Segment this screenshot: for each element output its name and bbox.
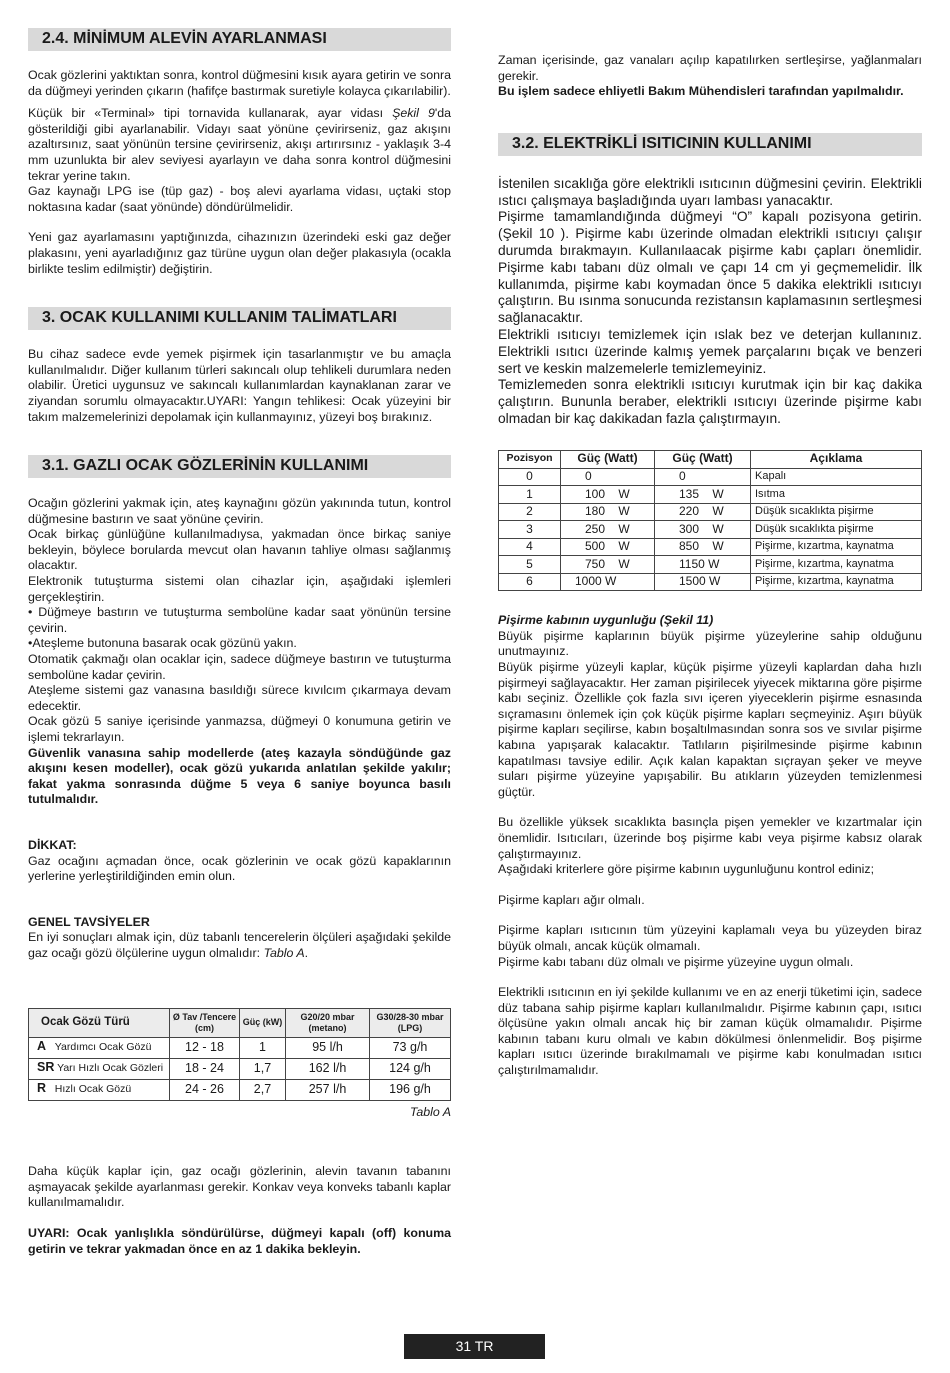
table-row [29, 1079, 451, 1100]
paragraph: En iyi sonuçları almak için, düz tabanlı tencerelerin ölçüleri aşağıdaki şekilde gaz ocağı gözü ölçülerine uygun olmalıdır: Tablo A. [28, 930, 451, 960]
table-header-row [29, 1008, 451, 1037]
table-cell: 24 - 26 [170, 1079, 240, 1100]
subsection-title: Pişirme kabının uygunluğu (Şekil 11) [498, 613, 714, 628]
burner-name: A Yardımcı Ocak Gözü [29, 1037, 170, 1058]
power-cell: 750 W [561, 556, 655, 574]
electric-text [498, 176, 922, 428]
table-row [499, 573, 922, 591]
description-cell: Isıtma [751, 486, 922, 504]
power-cell: 850 W [655, 538, 751, 556]
column-header: G20/20 mbar (metano) [286, 1008, 370, 1037]
table-row [499, 468, 922, 486]
paragraph: Pişirme kapları ısıtıcının tüm yüzeyini kaplamalı veya bu yüzeyden biraz büyük olmalı, ancak küçük olmamalı. [498, 923, 922, 953]
paragraph: Gaz ocağını açmadan önce, ocak gözlerinin ve ocak gözü kapaklarının yerlerine yerleştirildiğinden emin olun. [28, 853, 451, 884]
paragraph: Bu özellikle yüksek sıcaklıkta basınçla pişen yemekler ve kızartmalar için önemlidir. Isıtıcıları, üzerinde boş pişirme kabı veya pişirme kabsız olarak çalıştırmayınız. [498, 815, 922, 861]
table-caption: Tablo A [409, 1104, 451, 1119]
position-cell: 3 [499, 521, 561, 539]
section-heading-electric: 3.2. ELEKTRİKLİ ISITICININ KULLANIMI [498, 133, 922, 156]
table-row [499, 521, 922, 539]
power-cell: 180 W [561, 503, 655, 521]
position-cell: 5 [499, 556, 561, 574]
position-cell: 4 [499, 538, 561, 556]
paragraph: Ateşleme sistemi gaz vanasına basıldığı sürece kıvılcım çıkarmaya devam edecektir. [28, 683, 451, 713]
column-header: G30/28-30 mbar (LPG) [370, 1008, 451, 1037]
paragraph: • Düğmeye bastırın ve tutuşturma sembolüne kadar saat yönünün tersine çevirin. [28, 605, 451, 635]
section-heading-gas-burners: 3.1. GAZLI OCAK GÖZLERİNİN KULLANIMI [28, 455, 451, 478]
paragraph: Bu cihaz sadece evde yemek pişirmek için tasarlanmıştır ve bu amaçla kullanılmalıdır. Diğer kullanım türleri sakıncalı olup tehlikeli durumlara neden olabilir. Üretici uygunsuz ve sakıncalı kullanımlardan kaynaklanan zarar ve ziyandan sorumlu olmayacaktır.UYARI: Yangın tehlikesi: Ocak yüzeyini bir takım malzemelerinizi depolamak için kullanmayınız, yüzeyi boş bırakınız. [28, 347, 451, 424]
power-cell: 100 W [561, 486, 655, 504]
table-row [499, 556, 922, 574]
paragraph: •Ateşleme butonuna basarak ocak gözünü yakın. [28, 636, 297, 651]
table-row [499, 503, 922, 521]
off-warning: UYARI: Ocak yanlışlıkla söndürülürse, düğmeyi kapalı (off) konuma getirin ve tekrar yakmadan önce en az 1 dakika bekleyin. [28, 1225, 451, 1256]
column-header: Ø Tav /Tencere (cm) [170, 1008, 240, 1037]
paragraph: Zaman içerisinde, gaz vanaları açılıp kapatılırken sertleşirse, yağlanmaları gerekir. [498, 53, 922, 83]
table-row [29, 1058, 451, 1079]
paragraph: Pişirme kapları ağır olmalı. [498, 892, 645, 907]
paragraph: Büyük pişirme yüzeyli kaplar, küçük pişirme yüzeyli kaplardan daha hızlı pişirmeyi sağlayacaktır. Her zaman pişirilecek yiyecek miktarına göre pişirme kabı seçiniz. Özellikle çok fazla sıvı içeren yiyeceklerin pişirme esnasında sıçramasını önlemek için çok küçük pişirme kapları seçmeyiniz. Aşırı büyük pişirme kapları seçilirse, kabın boşaltılmasından sonra sos ve sıvılar pişirme kabına yapışarak kalacaktır. Tatlıların pişirilmesinde pişirme kabının kapatılması tavsiye edilir. Açık kalan kapaktan sıçrayan şeker ve meyve suları pişirme yüzeyine yapışabilir. Bu atıkların yüzeyden temizlenmesi güçtür. [498, 660, 922, 799]
section-heading-usage: 3. OCAK KULLANIMI KULLANIM TALİMATLARI [28, 307, 451, 330]
burner-name: SR Yarı Hızlı Ocak Gözleri [29, 1058, 170, 1079]
advice-title: GENEL TAVSİYELER [28, 914, 150, 929]
power-cell: 1000 W [561, 573, 655, 591]
page-number: 31 TR [404, 1334, 545, 1359]
table-header-row [499, 450, 922, 468]
power-cell: 300 W [655, 521, 751, 539]
column-header: Pozisyon [499, 450, 561, 468]
burner-table [28, 1008, 451, 1101]
paragraph: Gaz kaynağı LPG ise (tüp gaz) - boş alevi ayarlama vidası, uçtaki stop noktasına kadar (saat yönünde) döndürülmelidir. [28, 184, 451, 214]
table-cell: 73 g/h [370, 1037, 451, 1058]
position-cell: 0 [499, 468, 561, 486]
power-cell: 1150 W [655, 556, 751, 574]
table-cell: 95 l/h [286, 1037, 370, 1058]
paragraph: Ocak birkaç günlüğüne kullanılmadıysa, yakmadan önce birkaç saniye bekleyin, böylece borularda mevcut olan havanın tahliye olması sağlanmış olacaktır. [28, 527, 451, 573]
left-column [28, 28, 451, 1257]
position-cell: 6 [499, 573, 561, 591]
paragraph: Daha küçük kaplar için, gaz ocağı gözlerinin, alevin tavanın tabanını aşmayacak şekilde ayarlanması gerekir. Konkav veya konveks tabanlı kaplar kullanılmamalıdır. [28, 1164, 451, 1210]
warning-title: DİKKAT: [28, 837, 77, 852]
position-cell: 2 [499, 503, 561, 521]
power-table [498, 450, 922, 592]
column-header: Güç (Watt) [561, 450, 655, 468]
paragraph: Büyük pişirme kaplarının büyük pişirme yüzeylerine sahip olduğunu unutmayınız. [498, 628, 922, 659]
description-cell: Düşük sıcaklıkta pişirme [751, 521, 922, 539]
description-cell: Pişirme, kızartma, kaynatma [751, 538, 922, 556]
table-cell: 2,7 [240, 1079, 286, 1100]
column-header: Güç (Watt) [655, 450, 751, 468]
table-cell: 124 g/h [370, 1058, 451, 1079]
burner-name: R Hızlı Ocak Gözü [29, 1079, 170, 1100]
power-cell: 220 W [655, 503, 751, 521]
power-cell: 500 W [561, 538, 655, 556]
table-cell: 257 l/h [286, 1079, 370, 1100]
power-cell: 135 W [655, 486, 751, 504]
column-header: Açıklama [751, 450, 922, 468]
paragraph: Pişirme kabı tabanı düz olmalı ve pişirme yüzeyine uygun olmalı. [498, 954, 854, 969]
table-cell: 12 - 18 [170, 1037, 240, 1058]
table-cell: 1,7 [240, 1058, 286, 1079]
right-column [498, 53, 922, 1079]
paragraph: İstenilen sıcaklığa göre elektrikli ısıtıcının düğmesini çevirin. Elektrikli ıstıcı çalışmaya başladığında uyarı lambası yanacaktır. [498, 175, 922, 208]
table-cell: 162 l/h [286, 1058, 370, 1079]
position-cell: 1 [499, 486, 561, 504]
description-cell: Kapalı [751, 468, 922, 486]
table-row [29, 1037, 451, 1058]
column-header: Ocak Gözü Türü [29, 1008, 170, 1037]
column-header: Güç (kW) [240, 1008, 286, 1037]
paragraph: Pişirme tamamlandığında düğmeyi “O” kapalı pozisyona getirin. (Şekil 10 ). Pişirme kabı üzerinde olmadan elektrikli ısıtıcıyı çalışır durumda bırakmayın. Kullanılaacak pişirme kabı çapları önemlidir. Pişirme kabı tabanı düz olmalı ve çapı 14 cm yi geçmemelidir. İlk kullanımda, pişirme kabı koymadan önce 5 dakika elektrikli ısıtıcıyı çalıştırın. Bu ısınma sonucunda rezistansın kaplamasının sertleşmesi sağlanacaktır. [498, 209, 922, 326]
paragraph: Temizlemeden sonra elektrikli ısıtıcıyı kurutmak için bir kaç dakika çalıştırın. Bununla beraber, elektrikli ısıtıcıyı üzerinde pişirme kabı olmadan bir kaç dakikadan fazla çalıştırmayın. [498, 377, 922, 426]
paragraph: Elektronik tutuşturma sistemi olan cihazlar için, aşağıdaki işlemleri gerçekleştirin. [28, 574, 451, 604]
table-reference: Tablo A [263, 945, 305, 960]
paragraph: Aşağıdaki kriterlere göre pişirme kabının uygunluğunu kontrol ediniz; [498, 862, 875, 877]
paragraph: Ocak gözlerini yaktıktan sonra, kontrol düğmesini kısık ayara getirin ve sonra da düğmeyi yerinden çıkarın (hafifçe bastırmak suretiyle kolayca çıkarılabilir). [28, 68, 451, 98]
section-heading-min-flame: 2.4. MİNİMUM ALEVİN AYARLANMASI [28, 28, 451, 51]
figure-reference: Şekil 9 [392, 106, 435, 121]
table-cell: 196 g/h [370, 1079, 451, 1100]
paragraph: Ocağın gözlerini yakmak için, ateş kaynağını gözün yakınında tutun, kontrol düğmesine bastırın ve saat yönüne çevirin. [28, 496, 451, 526]
paragraph: Elektrikli ısıtıcıyı temizlemek için ıslak bez ve deterjan kullanınız. Elektrikli ısıtıcı üzerinde kalmış yemek parçalarını bıçak ve benzeri sert ve keskin malzemelerle temizlemeyiniz. [498, 326, 922, 376]
table-cell: 18 - 24 [170, 1058, 240, 1079]
power-cell: 0 [561, 468, 655, 486]
table-cell: 1 [240, 1037, 286, 1058]
power-cell: 1500 W [655, 573, 751, 591]
power-cell: 0 [655, 468, 751, 486]
table-row [499, 538, 922, 556]
safety-valve-note: Güvenlik vanasına sahip modellerde (ateş kazayla söndüğünde gaz akışını kesen modeller), ocak gözü yukarıda anlatılan şekilde yakılır; fakat yakma sonrasında düğme 5 veya 6 saniye boyunca basılı tutulmalıdır. [28, 745, 451, 807]
description-cell: Düşük sıcaklıkta pişirme [751, 503, 922, 521]
paragraph: Elektrikli ısıtıcının en iyi şekilde kullanımı ve en az enerji tüketimi için, sadece düz tabana sahip pişirme kapları kullanılmalıdır. Pişirme kabının çapı, ısıtıcı ölçüsüne yakın olmalı ancak hiç bir zaman küçük olmamalıdır. Pişirme kabının tabanı kuru olmalı ve kabın dökülmesi önlenmelidir. Boş pişirme kapları ısıtıcı üzerinde bırakılmamalı ve pişirme kabı konulmadan ısıtıcı çalıştırılmamalıdır. [498, 985, 922, 1078]
power-cell: 250 W [561, 521, 655, 539]
paragraph: Ocak gözü 5 saniye içerisinde yanmazsa, düğmeyi 0 konumuna getirin ve işlemi tekrarlayın. [28, 714, 451, 744]
paragraph: Küçük bir «Terminal» tipi tornavida kullanarak, ayar vidası Şekil 9'da gösterildiği gibi ayarlanabilir. Vidayı saat yönüne çevirirseniz, gaz akışını azaltırsınız, saat yönünün tersine çevirirseniz, akışı artırırsınız - yaklaşık 3-4 mm uzunlukta bir alev seviyesi ayarlayın ve daha sonra kontrol düğmesini tekrar yerine takın. [28, 106, 451, 183]
table-row [499, 486, 922, 504]
paragraph: Otomatik çakmağı olan ocaklar için, sadece düğmeye bastırın ve tutuşturma sembolüne kadar çevirin. [28, 652, 451, 682]
description-cell: Pişirme, kızartma, kaynatma [751, 556, 922, 574]
maintenance-note: Bu işlem sadece ehliyetli Bakım Mühendisleri tarafından yapılmalıdır. [498, 84, 904, 99]
paragraph: Yeni gaz ayarlamasını yaptığınızda, cihazınızın üzerindeki eski gaz değer plakasını, yeni ayarladığınız gaz türüne uygun olan değer plakasıyla (ocakla birlikte teslim edilmiştir) değiştirin. [28, 230, 451, 276]
description-cell: Pişirme, kızartma, kaynatma [751, 573, 922, 591]
